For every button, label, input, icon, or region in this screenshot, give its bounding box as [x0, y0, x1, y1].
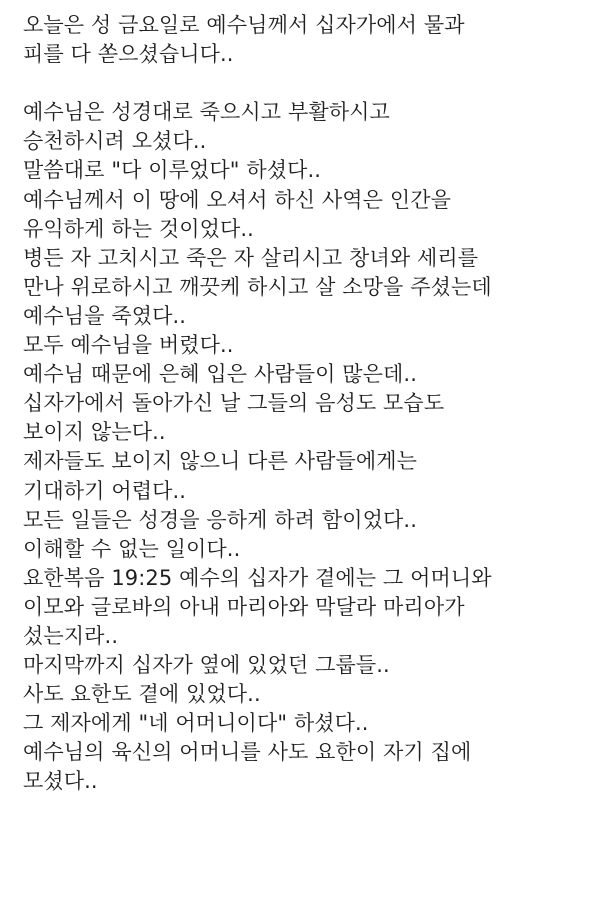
text-line: 예수님 때문에 은혜 입은 사람들이 많은데..: [23, 362, 417, 387]
text-line: 모든 일들은 성경을 응하게 하려 함이었다..: [23, 507, 417, 532]
text-line: 예수님을 죽였다..: [23, 303, 187, 328]
text-line: 예수님의 육신의 어머니를 사도 요한이 자기 집에: [23, 740, 472, 765]
text-line: 제자들도 보이지 않으니 다른 사람들에게는: [23, 449, 418, 474]
blank-line: [23, 69, 593, 98]
text-line: 말씀대로 "다 이루었다" 하셨다..: [23, 158, 322, 183]
text-line: 피를 다 쏟으셨습니다..: [23, 42, 234, 67]
text-line: 예수님은 성경대로 죽으시고 부활하시고: [23, 100, 390, 125]
text-line: 보이지 않는다..: [23, 420, 166, 445]
scripture-line: 요한복음 19:25 예수의 십자가 곁에는 그 어머니와: [23, 565, 492, 590]
text-line: 유익하게 하는 것이었다..: [23, 216, 254, 241]
text-line: 모셨다..: [23, 769, 98, 794]
post-body: [23, 11, 593, 797]
text-line: 예수님께서 이 땅에 오셔서 하신 사역은 인간을: [23, 187, 451, 212]
text-line: 병든 자 고치시고 죽은 자 살리시고 창녀와 세리를: [23, 245, 479, 270]
text-line: 십자가에서 돌아가신 날 그들의 음성도 모습도: [23, 391, 445, 416]
text-line: 마지막까지 십자가 옆에 있었던 그룹들..: [23, 653, 390, 678]
scripture-line: 섰는지라..: [23, 623, 119, 648]
text-line: 이해할 수 없는 일이다..: [23, 536, 241, 561]
text-line: 만나 위로하시고 깨끗케 하시고 살 소망을 주셨는데: [23, 274, 492, 299]
text-line: 사도 요한도 곁에 있었다..: [23, 682, 261, 707]
text-line: 모두 예수님을 버렸다..: [23, 333, 234, 358]
text-line: 그 제자에게 "네 어머니이다" 하셨다..: [23, 711, 369, 736]
text-line: 승천하시려 오셨다..: [23, 129, 207, 154]
text-line: 기대하기 어렵다..: [23, 478, 187, 503]
text-line: 오늘은 성 금요일로 예수님께서 십자가에서 물과: [23, 13, 465, 37]
scripture-line: 이모와 글로바의 아내 마리아와 막달라 마리아가: [23, 594, 465, 619]
